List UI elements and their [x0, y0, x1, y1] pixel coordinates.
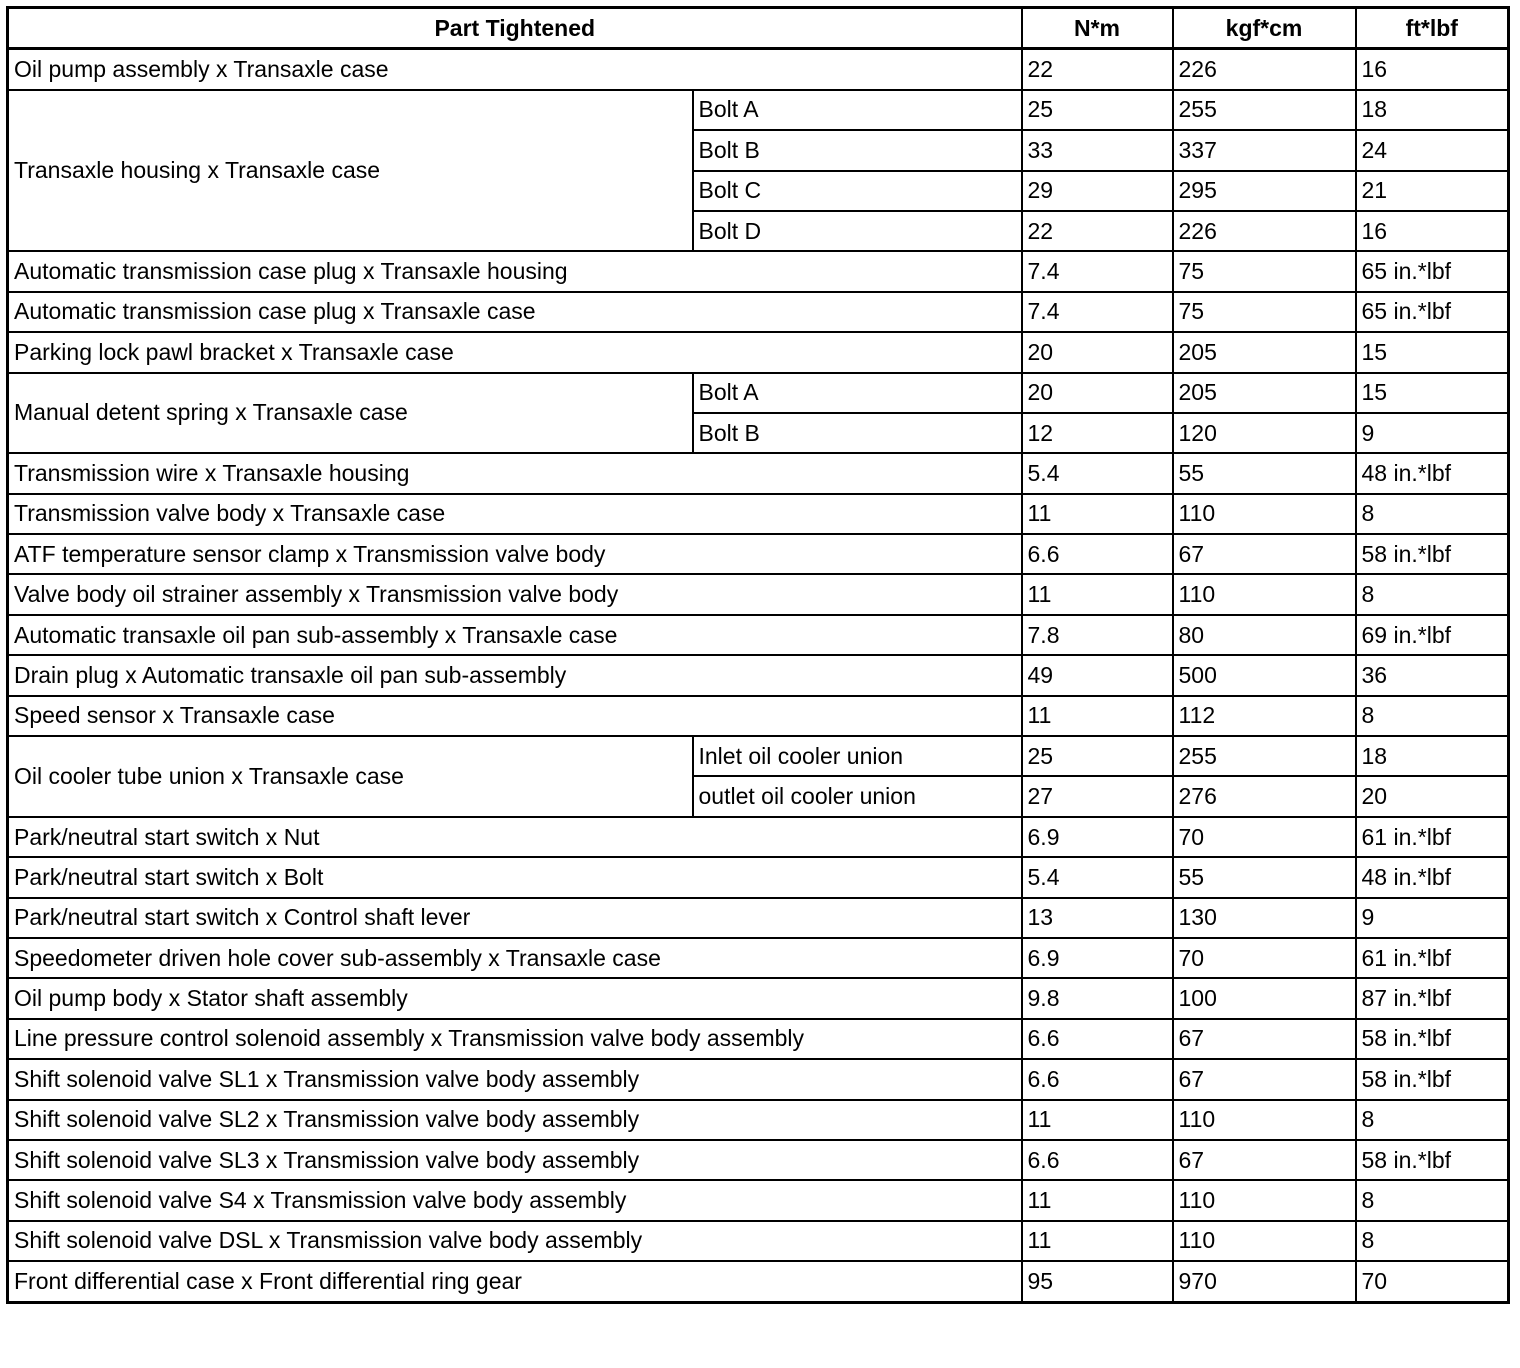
nm-cell: 7.4 — [1022, 292, 1173, 332]
part-cell: Manual detent spring x Transaxle case — [8, 373, 693, 454]
nm-cell: 6.9 — [1022, 938, 1173, 978]
part-cell: Shift solenoid valve SL2 x Transmission valve body assembly — [8, 1100, 1022, 1140]
ft-lbf-cell: 8 — [1356, 1180, 1509, 1220]
table-row — [8, 534, 1509, 574]
table-row — [8, 453, 1509, 493]
kgf-cm-cell: 226 — [1173, 211, 1356, 251]
part-cell: Speed sensor x Transaxle case — [8, 696, 1022, 736]
kgf-cm-cell: 112 — [1173, 696, 1356, 736]
ft-lbf-cell: 18 — [1356, 90, 1509, 130]
kgf-cm-cell: 130 — [1173, 898, 1356, 938]
table-row — [8, 1100, 1509, 1140]
ft-lbf-cell: 8 — [1356, 494, 1509, 534]
kgf-cm-cell: 110 — [1173, 1221, 1356, 1261]
kgf-cm-cell: 67 — [1173, 1059, 1356, 1099]
nm-cell: 7.8 — [1022, 615, 1173, 655]
kgf-cm-cell: 75 — [1173, 251, 1356, 291]
part-cell: Transaxle housing x Transaxle case — [8, 90, 693, 252]
part-cell: Park/neutral start switch x Bolt — [8, 857, 1022, 897]
nm-cell: 12 — [1022, 413, 1173, 453]
nm-cell: 6.6 — [1022, 1140, 1173, 1180]
kgf-cm-cell: 120 — [1173, 413, 1356, 453]
table-row — [8, 615, 1509, 655]
part-cell: Front differential case x Front differential ring gear — [8, 1261, 1022, 1302]
ft-lbf-cell: 61 in.*lbf — [1356, 938, 1509, 978]
sub-part-cell: Bolt A — [693, 373, 1022, 413]
ft-lbf-cell: 15 — [1356, 373, 1509, 413]
header-row — [8, 8, 1509, 49]
nm-cell: 7.4 — [1022, 251, 1173, 291]
sub-part-cell: Bolt B — [693, 130, 1022, 170]
ft-lbf-cell: 58 in.*lbf — [1356, 1019, 1509, 1059]
part-cell: Parking lock pawl bracket x Transaxle case — [8, 332, 1022, 372]
nm-cell: 11 — [1022, 1221, 1173, 1261]
kgf-cm-cell: 75 — [1173, 292, 1356, 332]
ft-lbf-cell: 48 in.*lbf — [1356, 857, 1509, 897]
nm-cell: 9.8 — [1022, 978, 1173, 1018]
kgf-cm-cell: 100 — [1173, 978, 1356, 1018]
table-row — [8, 251, 1509, 291]
kgf-cm-cell: 55 — [1173, 857, 1356, 897]
table-row — [8, 857, 1509, 897]
kgf-cm-cell: 67 — [1173, 534, 1356, 574]
kgf-cm-cell: 226 — [1173, 49, 1356, 90]
nm-cell: 49 — [1022, 655, 1173, 695]
kgf-cm-cell: 110 — [1173, 1100, 1356, 1140]
part-cell: Transmission valve body x Transaxle case — [8, 494, 1022, 534]
ft-lbf-cell: 58 in.*lbf — [1356, 1059, 1509, 1099]
part-cell: ATF temperature sensor clamp x Transmission valve body — [8, 534, 1022, 574]
nm-cell: 11 — [1022, 1180, 1173, 1220]
table-row — [8, 655, 1509, 695]
kgf-cm-cell: 276 — [1173, 776, 1356, 816]
nm-cell: 5.4 — [1022, 453, 1173, 493]
part-cell: Automatic transaxle oil pan sub-assembly x Transaxle case — [8, 615, 1022, 655]
ft-lbf-cell: 8 — [1356, 574, 1509, 614]
nm-cell: 27 — [1022, 776, 1173, 816]
table-row — [8, 696, 1509, 736]
part-cell: Park/neutral start switch x Nut — [8, 817, 1022, 857]
part-cell: Oil pump body x Stator shaft assembly — [8, 978, 1022, 1018]
part-cell: Oil cooler tube union x Transaxle case — [8, 736, 693, 817]
nm-cell: 6.6 — [1022, 1059, 1173, 1099]
part-cell: Automatic transmission case plug x Transaxle housing — [8, 251, 1022, 291]
nm-cell: 5.4 — [1022, 857, 1173, 897]
table-row — [8, 938, 1509, 978]
part-cell: Transmission wire x Transaxle housing — [8, 453, 1022, 493]
nm-cell: 6.9 — [1022, 817, 1173, 857]
ft-lbf-cell: 9 — [1356, 898, 1509, 938]
nm-cell: 20 — [1022, 373, 1173, 413]
table-row — [8, 574, 1509, 614]
part-cell: Speedometer driven hole cover sub-assembly x Transaxle case — [8, 938, 1022, 978]
ft-lbf-cell: 65 in.*lbf — [1356, 292, 1509, 332]
nm-cell: 20 — [1022, 332, 1173, 372]
kgf-cm-cell: 80 — [1173, 615, 1356, 655]
table-row — [8, 49, 1509, 90]
table-row — [8, 898, 1509, 938]
torque-spec-table — [6, 6, 1510, 1304]
nm-cell: 11 — [1022, 574, 1173, 614]
nm-cell: 11 — [1022, 494, 1173, 534]
header-kgf-cm: kgf*cm — [1173, 8, 1356, 49]
table-row — [8, 1180, 1509, 1220]
table-row — [8, 90, 1509, 130]
part-cell: Line pressure control solenoid assembly x Transmission valve body assembly — [8, 1019, 1022, 1059]
kgf-cm-cell: 500 — [1173, 655, 1356, 695]
nm-cell: 22 — [1022, 211, 1173, 251]
nm-cell: 25 — [1022, 90, 1173, 130]
ft-lbf-cell: 58 in.*lbf — [1356, 534, 1509, 574]
nm-cell: 6.6 — [1022, 534, 1173, 574]
sub-part-cell: Bolt C — [693, 171, 1022, 211]
header-part-tightened: Part Tightened — [8, 8, 1022, 49]
ft-lbf-cell: 8 — [1356, 1221, 1509, 1261]
kgf-cm-cell: 55 — [1173, 453, 1356, 493]
table-body — [8, 49, 1509, 1302]
part-cell: Shift solenoid valve DSL x Transmission valve body assembly — [8, 1221, 1022, 1261]
nm-cell: 13 — [1022, 898, 1173, 938]
kgf-cm-cell: 110 — [1173, 1180, 1356, 1220]
sub-part-cell: Inlet oil cooler union — [693, 736, 1022, 776]
table-row — [8, 817, 1509, 857]
sub-part-cell: Bolt A — [693, 90, 1022, 130]
kgf-cm-cell: 295 — [1173, 171, 1356, 211]
header-ft-lbf: ft*lbf — [1356, 8, 1509, 49]
ft-lbf-cell: 61 in.*lbf — [1356, 817, 1509, 857]
part-cell: Shift solenoid valve S4 x Transmission valve body assembly — [8, 1180, 1022, 1220]
part-cell: Park/neutral start switch x Control shaft lever — [8, 898, 1022, 938]
table-row — [8, 1019, 1509, 1059]
sub-part-cell: outlet oil cooler union — [693, 776, 1022, 816]
ft-lbf-cell: 36 — [1356, 655, 1509, 695]
ft-lbf-cell: 8 — [1356, 1100, 1509, 1140]
sub-part-cell: Bolt B — [693, 413, 1022, 453]
kgf-cm-cell: 67 — [1173, 1140, 1356, 1180]
nm-cell: 33 — [1022, 130, 1173, 170]
table-row — [8, 978, 1509, 1018]
kgf-cm-cell: 205 — [1173, 332, 1356, 372]
ft-lbf-cell: 69 in.*lbf — [1356, 615, 1509, 655]
kgf-cm-cell: 337 — [1173, 130, 1356, 170]
nm-cell: 22 — [1022, 49, 1173, 90]
part-cell: Shift solenoid valve SL1 x Transmission valve body assembly — [8, 1059, 1022, 1099]
kgf-cm-cell: 70 — [1173, 817, 1356, 857]
kgf-cm-cell: 67 — [1173, 1019, 1356, 1059]
kgf-cm-cell: 110 — [1173, 494, 1356, 534]
kgf-cm-cell: 70 — [1173, 938, 1356, 978]
kgf-cm-cell: 110 — [1173, 574, 1356, 614]
ft-lbf-cell: 20 — [1356, 776, 1509, 816]
nm-cell: 25 — [1022, 736, 1173, 776]
ft-lbf-cell: 87 in.*lbf — [1356, 978, 1509, 1018]
part-cell: Shift solenoid valve SL3 x Transmission valve body assembly — [8, 1140, 1022, 1180]
ft-lbf-cell: 58 in.*lbf — [1356, 1140, 1509, 1180]
header-nm: N*m — [1022, 8, 1173, 49]
table-row — [8, 1221, 1509, 1261]
part-cell: Oil pump assembly x Transaxle case — [8, 49, 1022, 90]
kgf-cm-cell: 255 — [1173, 90, 1356, 130]
ft-lbf-cell: 24 — [1356, 130, 1509, 170]
ft-lbf-cell: 16 — [1356, 49, 1509, 90]
ft-lbf-cell: 65 in.*lbf — [1356, 251, 1509, 291]
ft-lbf-cell: 48 in.*lbf — [1356, 453, 1509, 493]
nm-cell: 6.6 — [1022, 1019, 1173, 1059]
ft-lbf-cell: 70 — [1356, 1261, 1509, 1302]
kgf-cm-cell: 255 — [1173, 736, 1356, 776]
part-cell: Automatic transmission case plug x Transaxle case — [8, 292, 1022, 332]
table-row — [8, 1059, 1509, 1099]
nm-cell: 95 — [1022, 1261, 1173, 1302]
table-row — [8, 736, 1509, 776]
ft-lbf-cell: 8 — [1356, 696, 1509, 736]
table-row — [8, 292, 1509, 332]
table-row — [8, 332, 1509, 372]
kgf-cm-cell: 970 — [1173, 1261, 1356, 1302]
kgf-cm-cell: 205 — [1173, 373, 1356, 413]
ft-lbf-cell: 18 — [1356, 736, 1509, 776]
ft-lbf-cell: 16 — [1356, 211, 1509, 251]
table-row — [8, 1140, 1509, 1180]
part-cell: Valve body oil strainer assembly x Transmission valve body — [8, 574, 1022, 614]
nm-cell: 11 — [1022, 696, 1173, 736]
ft-lbf-cell: 15 — [1356, 332, 1509, 372]
ft-lbf-cell: 21 — [1356, 171, 1509, 211]
table-row — [8, 1261, 1509, 1302]
nm-cell: 11 — [1022, 1100, 1173, 1140]
ft-lbf-cell: 9 — [1356, 413, 1509, 453]
table-row — [8, 373, 1509, 413]
sub-part-cell: Bolt D — [693, 211, 1022, 251]
part-cell: Drain plug x Automatic transaxle oil pan sub-assembly — [8, 655, 1022, 695]
table-row — [8, 494, 1509, 534]
nm-cell: 29 — [1022, 171, 1173, 211]
